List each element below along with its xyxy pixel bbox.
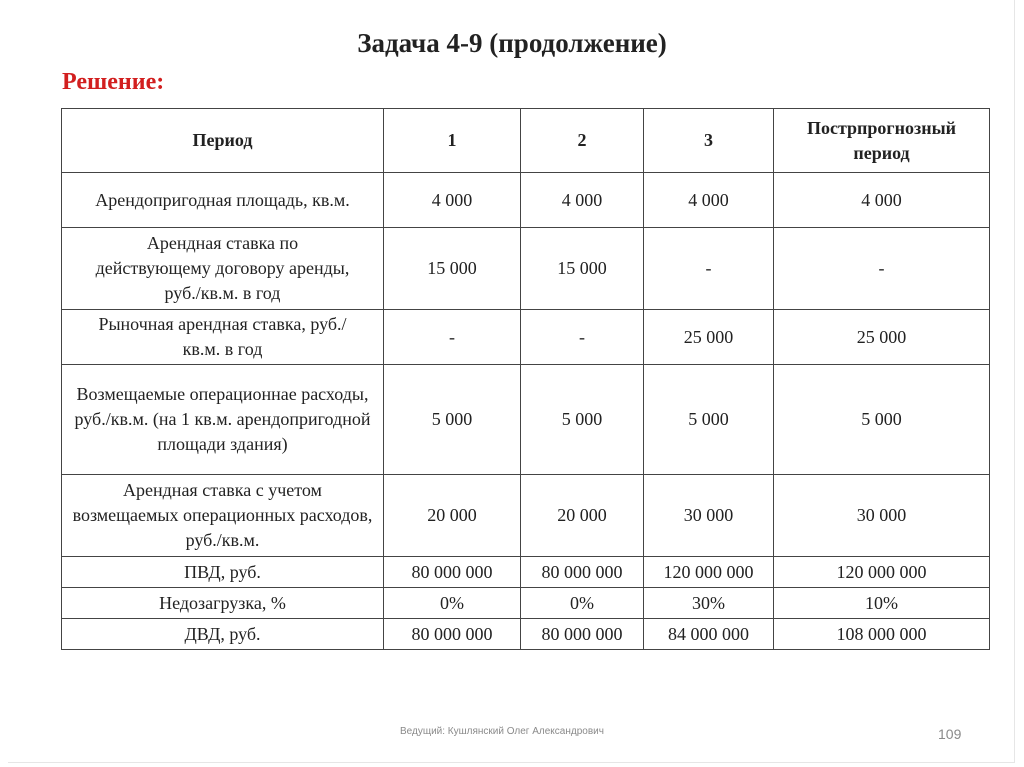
row-label: Арендная ставка по действующему договору аренды, руб./кв.м. в год [62, 228, 384, 310]
table-cell: 84 000 000 [644, 619, 774, 650]
table-cell: 15 000 [384, 228, 521, 310]
header-cell: 2 [521, 109, 644, 173]
header-cell: 1 [384, 109, 521, 173]
table-cell: 4 000 [644, 173, 774, 228]
table-cell: - [774, 228, 990, 310]
table-cell: 30 000 [774, 475, 990, 557]
table-cell: 15 000 [521, 228, 644, 310]
table-cell: 80 000 000 [384, 619, 521, 650]
table-cell: 80 000 000 [521, 557, 644, 588]
table-cell: 120 000 000 [644, 557, 774, 588]
table-cell: 108 000 000 [774, 619, 990, 650]
table-row [62, 557, 990, 588]
slide-title: Задача 4-9 (продолжение) [357, 28, 667, 58]
table-row [62, 310, 990, 365]
table-row [62, 173, 990, 228]
table-row [62, 619, 990, 650]
header-cell: Период [62, 109, 384, 173]
row-label: ДВД, руб. [62, 619, 384, 650]
table-cell: 80 000 000 [521, 619, 644, 650]
table-cell: 4 000 [774, 173, 990, 228]
table-cell: 0% [384, 588, 521, 619]
presenter-footer: Ведущий: Кушлянский Олег Александрович [400, 726, 604, 737]
table-cell: 20 000 [521, 475, 644, 557]
header-cell: 3 [644, 109, 774, 173]
page-number: 109 [938, 726, 962, 742]
table-header-row [62, 109, 990, 173]
table-cell: 0% [521, 588, 644, 619]
header-cell: Пострпрогнозный период [774, 109, 990, 173]
table-cell: 25 000 [774, 310, 990, 365]
table-cell: 5 000 [644, 365, 774, 475]
table-cell: 4 000 [384, 173, 521, 228]
table-cell: 20 000 [384, 475, 521, 557]
table-cell: 5 000 [774, 365, 990, 475]
table-cell: 4 000 [521, 173, 644, 228]
table-row [62, 475, 990, 557]
table-cell: 10% [774, 588, 990, 619]
data-table [61, 108, 990, 650]
row-label: Возмещаемые операционнае расходы, руб./кв.м. (на 1 кв.м. арендопригодной площади здания) [62, 365, 384, 475]
table-cell: 5 000 [384, 365, 521, 475]
table-row [62, 365, 990, 475]
row-label: ПВД, руб. [62, 557, 384, 588]
solution-label: Решение: [62, 69, 165, 95]
table-cell: 80 000 000 [384, 557, 521, 588]
table-cell: 120 000 000 [774, 557, 990, 588]
table-cell: 5 000 [521, 365, 644, 475]
table-cell: - [384, 310, 521, 365]
row-label: Арендная ставка с учетом возмещаемых операционных расходов, руб./кв.м. [62, 475, 384, 557]
table-row [62, 588, 990, 619]
table-cell: 25 000 [644, 310, 774, 365]
table-cell: - [644, 228, 774, 310]
table-cell: 30 000 [644, 475, 774, 557]
row-label: Арендопригодная площадь, кв.м. [62, 173, 384, 228]
row-label: Рыночная арендная ставка, руб./кв.м. в год [62, 310, 384, 365]
row-label: Недозагрузка, % [62, 588, 384, 619]
table-cell: - [521, 310, 644, 365]
table-cell: 30% [644, 588, 774, 619]
table-row [62, 228, 990, 310]
